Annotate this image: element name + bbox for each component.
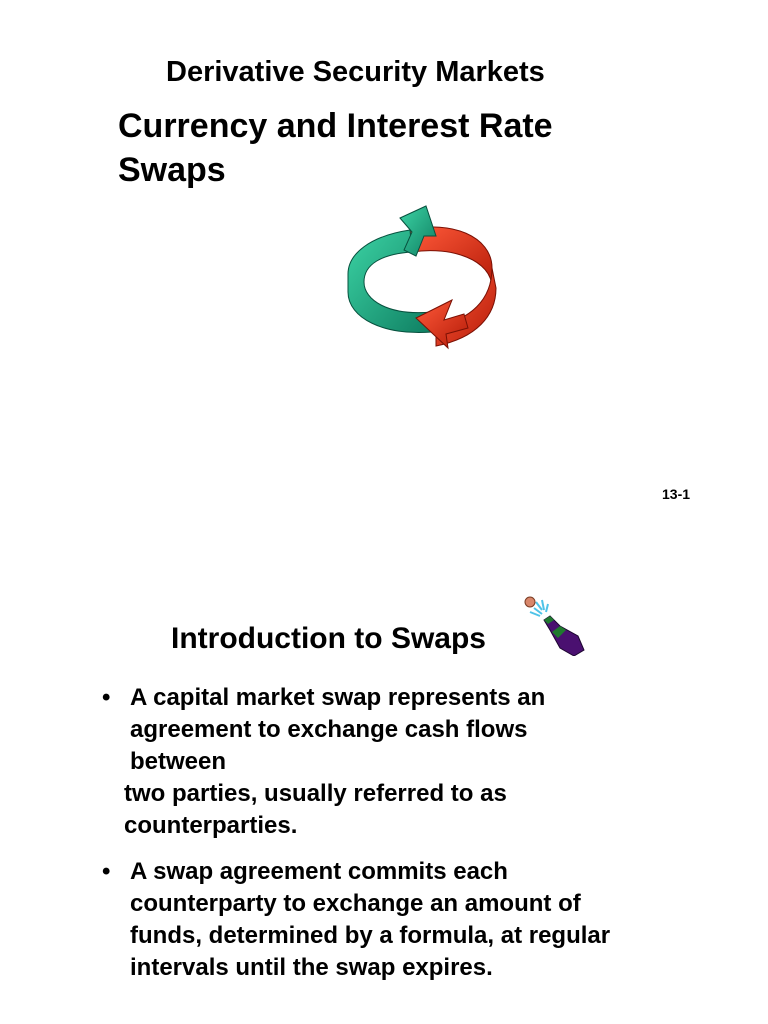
bullet-continuation: [124, 778, 654, 842]
bullet-dot: •: [102, 858, 111, 885]
bullet-line: between: [130, 748, 227, 775]
bullet-line: counterparty to exchange an amount of: [130, 890, 581, 917]
bullet-line: A swap agreement commits each: [130, 858, 508, 885]
bullet-line: two parties, usually referred to as: [124, 780, 507, 807]
bullet-line: funds, determined by a formula, at regular: [130, 922, 611, 949]
title-line-2: Swaps: [118, 151, 226, 189]
page-number: 13-1: [662, 486, 691, 502]
title-line-1: Currency and Interest Rate: [118, 107, 553, 145]
bullet-line: counterparties.: [124, 812, 298, 839]
slide-2: [0, 540, 768, 1024]
slide-subtitle: Derivative Security Markets: [166, 56, 545, 88]
circular-arrows-icon: [340, 196, 505, 356]
bullet-line: agreement to exchange cash flows: [130, 716, 528, 743]
bullet-dot: •: [102, 684, 111, 711]
bullet-line: A capital market swap represents an: [130, 684, 546, 711]
bullet-line: intervals until the swap expires.: [130, 954, 493, 981]
bullet-text: [130, 856, 660, 984]
bullet-text: [130, 682, 660, 778]
slide-heading: Introduction to Swaps: [171, 622, 486, 655]
slide-title: [118, 104, 638, 192]
champagne-bottle-icon: [520, 594, 588, 656]
